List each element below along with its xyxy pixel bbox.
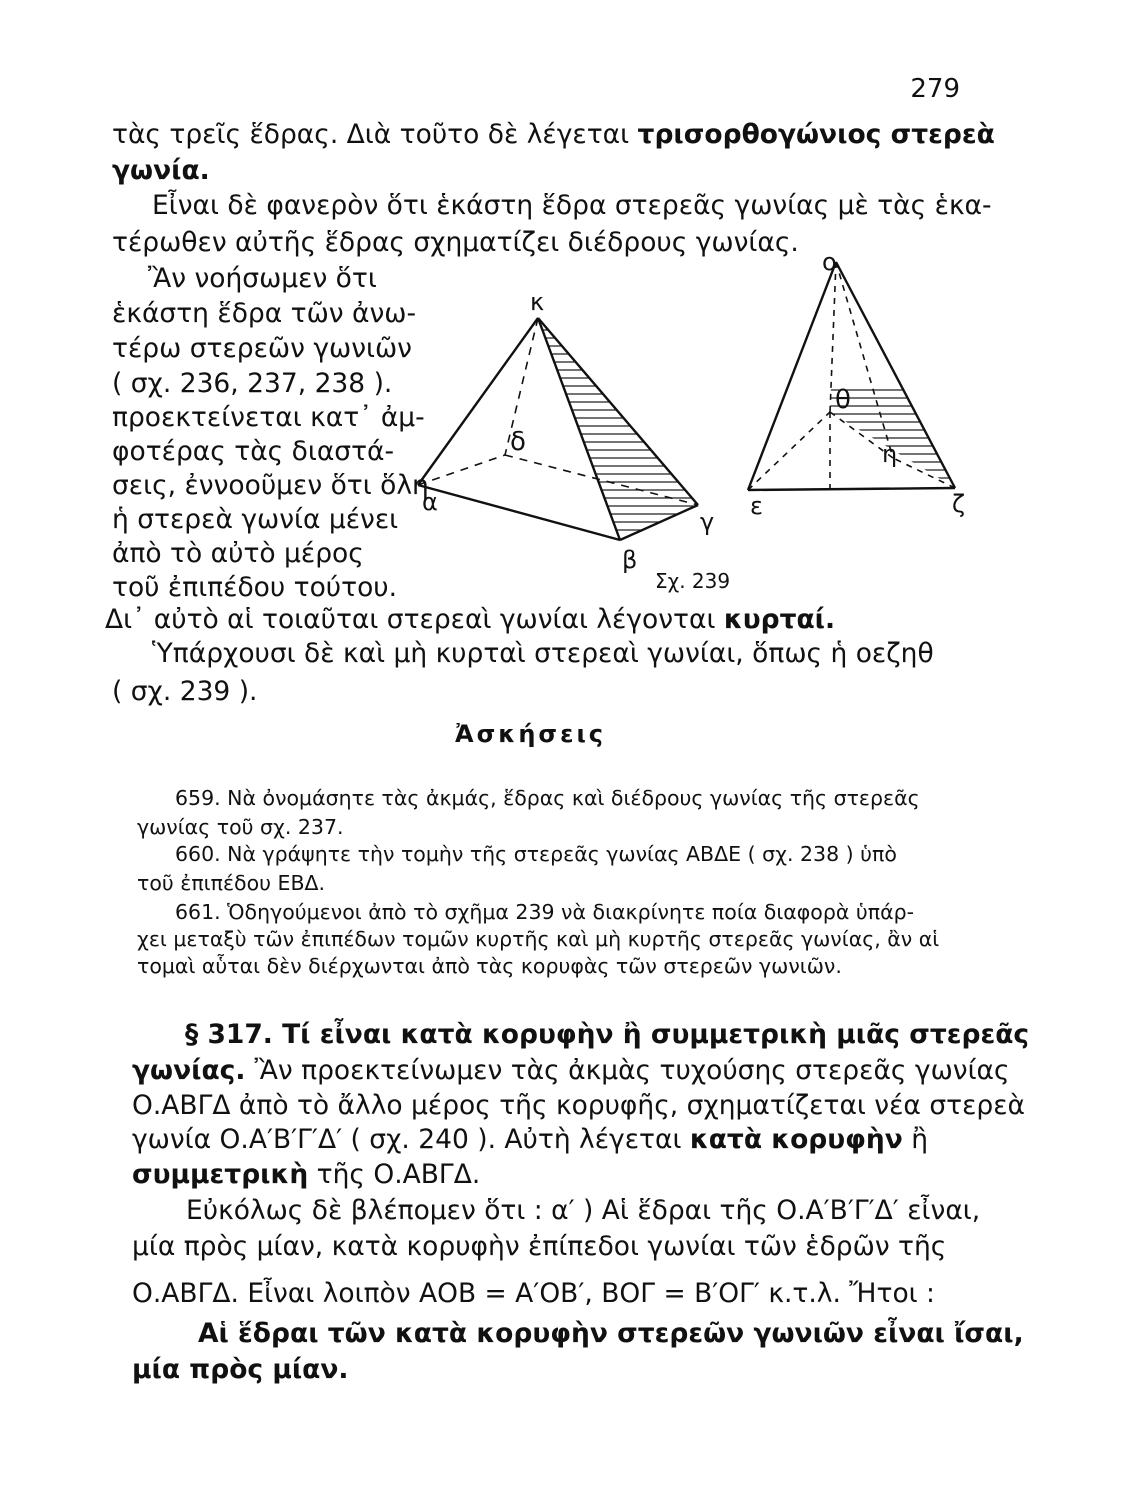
exercise-line: χει μεταξὺ τῶν ἐπιπέδων τομῶν κυρτῆς καὶ μὴ κυρτῆς στερεᾶς γωνίας, ἂν αἱ	[137, 927, 940, 951]
side-line: ἑκάστη ἕδρα τῶν ἀνω-	[112, 298, 417, 329]
convex-solid-angle	[418, 318, 720, 540]
side-line: προεκτείνεται κατ᾽ ἀμ-	[112, 402, 425, 433]
exercise-line: 660. Νὰ γράψητε τὴν τομὴν τῆς στερεᾶς γωνίας ΑΒΔΕ ( σχ. 238 ) ὑπὸ	[175, 842, 897, 866]
section-line-7: μία πρὸς μίαν, κατὰ κορυφὴν ἐπίπεδοι γωνίαι τῶν ἑδρῶν τῆς	[132, 1231, 947, 1262]
label-o: ο	[822, 248, 837, 276]
after-line-2: Ὑπάρχουσι δὲ καὶ μὴ κυρταὶ στερεαὶ γωνίαι, ὅπως ἡ οεζηθ	[152, 638, 934, 669]
section-line-3: Ο.ΑΒΓΔ ἀπὸ τὸ ἄλλο μέρος τῆς κορυφῆς, σχηματίζεται νέα στερεὰ	[132, 1090, 1026, 1121]
figure-caption: Σχ. 239	[655, 569, 731, 593]
after-line-3: ( σχ. 239 ).	[112, 676, 258, 707]
section-title-end: γωνίας.	[132, 1055, 255, 1086]
side-line: φοτέρας τὰς διαστά-	[112, 436, 395, 467]
label-d: δ	[510, 427, 526, 457]
exercise-line: 659. Νὰ ὀνομάσητε τὰς ἀκμάς, ἕδρας καὶ διέδρους γωνίας τῆς στερεᾶς	[175, 786, 920, 810]
label-g: γ	[700, 508, 715, 536]
label-b: β	[622, 546, 638, 574]
exercise-line: τομαὶ αὗται δὲν διέρχωνται ἀπὸ τὰς κορυφὰς τῶν στερεῶν γωνιῶν.	[137, 954, 842, 978]
label-z: ζ	[952, 490, 966, 518]
section-line-2-text: Ἂν προεκτείνωμεν τὰς ἀκμὰς τυχούσης στερεᾶς γωνίας	[254, 1055, 1010, 1086]
exercises-heading: Ἀσκήσεις	[455, 720, 607, 748]
section-line-2	[132, 1053, 1010, 1089]
nonconvex-solid-angle	[748, 262, 960, 490]
exercise-line: τοῦ ἐπιπέδου ΕΒΔ.	[137, 871, 326, 895]
label-h: η	[882, 440, 898, 468]
exercise-line: 661. Ὁδηγούμενοι ἀπὸ τὸ σχῆμα 239 νὰ διακρίνητε ποία διαφορὰ ὑπάρ-	[175, 900, 915, 924]
section-title: § 317. Τί εἶναι κατὰ κορυφὴν ἢ συμμετρικὴ μιᾶς στερεᾶς	[185, 1019, 1030, 1050]
section-line-6: Εὐκόλως δὲ βλέπομεν ὅτι : α′ ) Αἱ ἕδραι τῆς Ο.Α′Β′Γ′Δ′ εἶναι,	[186, 1195, 981, 1226]
intro-line-3: Εἶναι δὲ φανερὸν ὅτι ἑκάστη ἕδρα στερεᾶς γωνίας μὲ τὰς ἑκα-	[152, 190, 992, 221]
theorem-line-2: μία πρὸς μίαν.	[132, 1354, 349, 1385]
exercise-line: γωνίας τοῦ σχ. 237.	[137, 815, 344, 839]
after-line-1-text: Δι᾽ αὐτὸ αἱ τοιαῦται στερεαὶ γωνίαι λέγονται	[105, 604, 724, 635]
theorem-line-1: Αἱ ἕδραι τῶν κατὰ κορυφὴν στερεῶν γωνιῶν εἶναι ἴσαι,	[198, 1318, 1024, 1349]
after-line-1	[105, 602, 835, 638]
label-th: θ	[835, 385, 851, 415]
page-number: 279	[910, 74, 960, 104]
section-line-4-text: γωνία Ο.Α′Β′Γ′Δ′ ( σχ. 240 ). Αὐτὴ λέγεται	[132, 1124, 690, 1155]
section-line-5-text: τῆς Ο.ΑΒΓΔ.	[308, 1159, 481, 1190]
label-a: α	[422, 488, 438, 516]
term-symmetric: συμμετρικὴ	[132, 1159, 309, 1190]
section-line-8: Ο.ΑΒΓΔ. Εἶναι λοιπὸν ΑΟΒ = Α′ΟΒ′, ΒΟΓ = Β′ΟΓ′ κ.τ.λ. Ἤτοι :	[132, 1278, 935, 1309]
intro-line-2: γωνία.	[112, 155, 210, 186]
side-line: Ἂν νοήσωμεν ὅτι	[148, 263, 377, 294]
side-line: ἀπὸ τὸ αὐτὸ μέρος	[112, 538, 364, 569]
term-vertical: κατὰ κορυφὴν	[689, 1124, 903, 1155]
side-line: ( σχ. 236, 237, 238 ).	[112, 368, 393, 399]
intro-line-4: τέρωθεν αὐτῆς ἕδρας σχηματίζει διέδρους γωνίας.	[112, 227, 799, 258]
side-line: ἡ στερεὰ γωνία μένει	[112, 504, 399, 535]
side-line: σεις, ἐννοοῦμεν ὅτι ὅλη	[112, 470, 429, 501]
side-line: τοῦ ἐπιπέδου τούτου.	[112, 572, 398, 603]
intro-line-1-text: τὰς τρεῖς ἕδρας. Διὰ τοῦτο δὲ λέγεται	[112, 119, 638, 150]
term-convex: κυρταί.	[723, 604, 836, 635]
term-trirectangular: τρισορθογώνιος στερεὰ	[637, 119, 995, 150]
label-e: ε	[750, 492, 763, 520]
label-k: κ	[530, 288, 545, 316]
section-line-4	[132, 1122, 928, 1158]
side-line: τέρω στερεῶν γωνιῶν	[112, 333, 412, 364]
section-line-5	[132, 1157, 480, 1193]
section-line-4-end: ἢ	[902, 1124, 929, 1155]
